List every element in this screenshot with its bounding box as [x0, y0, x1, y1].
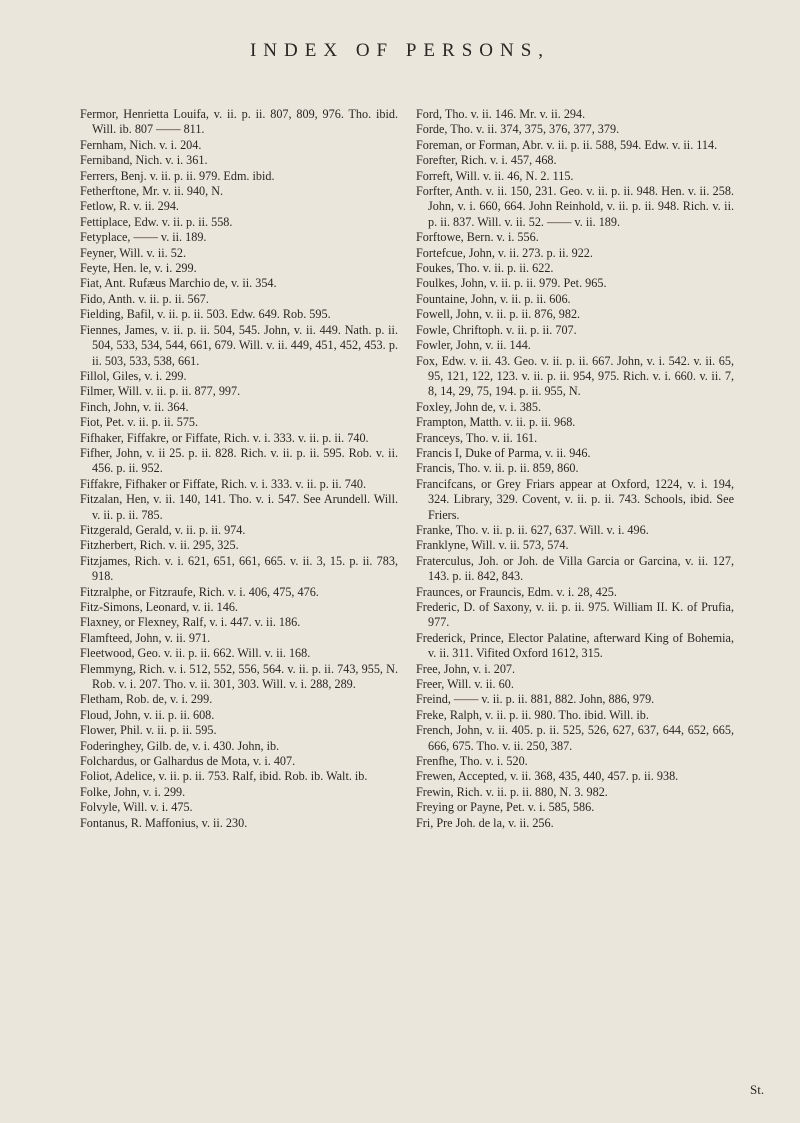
index-entry: Finch, John, v. ii. 364.	[80, 399, 189, 414]
index-entry: Fitzralphe, or Fitzraufe, Rich. v. i. 406, 475, 476.	[80, 584, 319, 599]
index-entry: Fiat, Ant. Rufæus Marchio de, v. ii. 354.	[80, 276, 277, 291]
index-entry: Folchardus, or Galhardus de Mota, v. i. 407.	[80, 754, 296, 769]
index-entry: Fleetwood, Geo. v. ii. p. ii. 662. Will. v. ii. 168.	[80, 646, 311, 661]
index-entry: Fifhaker, Fiffakre, or Fiffate, Rich. v. i. 333. v. ii. p. ii. 740.	[80, 430, 369, 445]
page-header: INDEX OF PERSONS,	[249, 40, 551, 61]
index-entry: Fielding, Bafil, v. ii. p. ii. 503. Edw. 649. Rob. 595.	[80, 307, 331, 322]
index-entry: Fowler, John, v. ii. 144.	[416, 338, 531, 353]
right-column	[416, 107, 734, 831]
index-entry: Flower, Phil. v. ii. p. ii. 595.	[80, 723, 217, 738]
index-entry: Forftowe, Bern. v. i. 556.	[416, 230, 539, 245]
index-entry: Fifher, John, v. ii 25. p. ii. 828. Rich. v. ii. p. ii. 595. Rob. v. ii. 456. p. ii. 952.	[80, 445, 398, 476]
index-entry: Foderinghey, Gilb. de, v. i. 430. John, ib.	[80, 738, 280, 753]
index-entry: Frewin, Rich. v. ii. p. ii. 880, N. 3. 982.	[416, 784, 608, 799]
index-entry: Fowle, Chriftoph. v. ii. p. ii. 707.	[416, 322, 577, 337]
index-entry: Fri, Pre Joh. de la, v. ii. 256.	[416, 815, 554, 830]
index-entry: Freer, Will. v. ii. 60.	[416, 677, 514, 692]
index-entry: Frederick, Prince, Elector Palatine, afterward King of Bohemia, v. ii. 311. Vifited Oxford 1612, 315.	[416, 630, 734, 661]
index-entry: Feyner, Will. v. ii. 52.	[80, 245, 186, 260]
index-entry: Flemmyng, Rich. v. i. 512, 552, 556, 564. v. ii. p. ii. 743, 955, N. Rob. v. i. 207. Tho. v. ii. 301, 303. Will. v. i. 288, 289.	[80, 661, 398, 692]
index-entry: Fetlow, R. v. ii. 294.	[80, 199, 179, 214]
index-entry: Free, John, v. i. 207.	[416, 661, 516, 676]
index-entry: Fernham, Nich. v. i. 204.	[80, 137, 202, 152]
index-entry: Francis, Tho. v. ii. p. ii. 859, 860.	[416, 461, 579, 476]
index-entry: Fermor, Henrietta Louifa, v. ii. p. ii. 807, 809, 976. Tho. ibid. Will. ib. 807 —— 811.	[80, 107, 398, 137]
index-entry: Fountaine, John, v. ii. p. ii. 606.	[416, 291, 571, 306]
index-entry: Fraunces, or Frauncis, Edm. v. i. 28, 425.	[416, 584, 617, 599]
index-entry: Forreft, Will. v. ii. 46, N. 2. 115.	[416, 168, 574, 183]
index-entry: Franklyne, Will. v. ii. 573, 574.	[416, 538, 569, 553]
index-entry: Filmer, Will. v. ii. p. ii. 877, 997.	[80, 384, 241, 399]
index-entry: Fitzjames, Rich. v. i. 621, 651, 661, 665. v. ii. 3, 15. p. ii. 783, 918.	[80, 553, 398, 584]
index-entry: Fetyplace, —— v. ii. 189.	[80, 230, 207, 245]
index-entry: Foukes, Tho. v. ii. p. ii. 622.	[416, 261, 554, 276]
index-entry: Francifcans, or Grey Friars appear at Oxford, 1224, v. i. 194, 324. Library, 329. Covent, v. ii. p. ii. 743. Schools, ibid. See Friers.	[416, 476, 734, 522]
index-entry: Fettiplace, Edw. v. ii. p. ii. 558.	[80, 214, 233, 229]
index-entry: Frederic, D. of Saxony, v. ii. p. ii. 975. William II. K. of Prufia, 977.	[416, 600, 734, 630]
index-entry: Fox, Edw. v. ii. 43. Geo. v. ii. p. ii. 667. John, v. i. 542. v. ii. 65, 95, 121, 122, 123. v. ii. p. ii. 954, 975. Rich. v. i. 660. v. ii. 7, 8, 14, 29, 75, 194. p. ii. 955, N.	[416, 353, 734, 399]
index-entry: Ferrers, Benj. v. ii. p. ii. 979. Edm. ibid.	[80, 168, 275, 183]
index-entry: Fortefcue, John, v. ii. 273. p. ii. 922.	[416, 245, 593, 260]
index-entry: Floud, John, v. ii. p. ii. 608.	[80, 707, 215, 722]
index-entry: Fowell, John, v. ii. p. ii. 876, 982.	[416, 307, 581, 322]
index-entry: Fitz-Simons, Leonard, v. ii. 146.	[80, 600, 238, 614]
index-entry: Flaxney, or Flexney, Ralf, v. i. 447. v. ii. 186.	[80, 615, 301, 630]
index-entry: Fiennes, James, v. ii. p. ii. 504, 545. John, v. ii. 449. Nath. p. ii. 504, 533, 534, 544, 661, 679. Will. v. ii. 449, 451, 452, 453. p. ii. 503, 533, 538, 661.	[80, 322, 398, 368]
index-entry: Flamfteed, John, v. ii. 971.	[80, 630, 211, 645]
index-entry: Fido, Anth. v. ii. p. ii. 567.	[80, 291, 209, 306]
index-entry: Ford, Tho. v. ii. 146. Mr. v. ii. 294.	[416, 107, 586, 121]
index-entry: Foulkes, John, v. ii. p. ii. 979. Pet. 965.	[416, 276, 607, 291]
index-entry: Fitzalan, Hen, v. ii. 140, 141. Tho. v. i. 547. See Arundell. Will. v. ii. p. ii. 785.	[80, 492, 398, 522]
index-entry: Fiffakre, Fifhaker or Fiffate, Rich. v. i. 333. v. ii. p. ii. 740.	[80, 476, 367, 491]
index-entry: Fraterculus, Joh. or Joh. de Villa Garcia or Garcina, v. ii. 127, 143. p. ii. 842, 843.	[416, 553, 734, 584]
index-entry: Fitzherbert, Rich. v. ii. 295, 325.	[80, 538, 239, 553]
index-entry: Forde, Tho. v. ii. 374, 375, 376, 377, 379.	[416, 122, 620, 137]
index-entry: Franceys, Tho. v. ii. 161.	[416, 430, 538, 445]
index-entry: Folvyle, Will. v. i. 475.	[80, 800, 193, 815]
index-entry: Freke, Ralph, v. ii. p. ii. 980. Tho. ibid. Will. ib.	[416, 707, 649, 722]
index-entry: Fletham, Rob. de, v. i. 299.	[80, 692, 213, 707]
index-entry: French, John, v. ii. 405. p. ii. 525, 526, 627, 637, 644, 652, 665, 666, 675. Tho. v. ii. 250, 387.	[416, 723, 734, 753]
index-columns	[0, 107, 800, 1107]
index-entry: Feyte, Hen. le, v. i. 299.	[80, 261, 197, 276]
index-entry: Fitzgerald, Gerald, v. ii. p. ii. 974.	[80, 522, 246, 537]
index-entry: Frampton, Matth. v. ii. p. ii. 968.	[416, 415, 576, 430]
index-entry: Frenfhe, Tho. v. i. 520.	[416, 754, 528, 769]
index-entry: Foxley, John de, v. i. 385.	[416, 399, 542, 414]
index-entry: Forfter, Anth. v. ii. 150, 231. Geo. v. ii. p. ii. 948. Hen. v. ii. 258. John, v. i. 660, 664. John Reinhold, v. ii. p. ii. 948. Rich. v. ii. p. ii. 837. Will. v. ii. 52. —— v. ii. 189.	[416, 184, 734, 229]
index-entry: Fetherftone, Mr. v. ii. 940, N.	[80, 184, 224, 199]
index-entry: Ferniband, Nich. v. i. 361.	[80, 153, 208, 168]
index-entry: Francis I, Duke of Parma, v. ii. 946.	[416, 445, 591, 460]
index-entry: Frewen, Accepted, v. ii. 368, 435, 440, 457. p. ii. 938.	[416, 769, 679, 784]
index-entry: Forefter, Rich. v. i. 457, 468.	[416, 153, 557, 168]
index-entry: Foliot, Adelice, v. ii. p. ii. 753. Ralf, ibid. Rob. ib. Walt. ib.	[80, 769, 368, 784]
left-column	[80, 107, 398, 831]
catchword: St.	[750, 1082, 765, 1097]
index-entry: Foreman, or Forman, Abr. v. ii. p. ii. 588, 594. Edw. v. ii. 114.	[416, 137, 718, 152]
index-entry: Freying or Payne, Pet. v. i. 585, 586.	[416, 800, 595, 815]
index-entry: Franke, Tho. v. ii. p. ii. 627, 637. Will. v. i. 496.	[416, 522, 649, 537]
index-entry: Fillol, Giles, v. i. 299.	[80, 368, 187, 383]
index-entry: Fiot, Pet. v. ii. p. ii. 575.	[80, 415, 199, 430]
index-entry: Freind, —— v. ii. p. ii. 881, 882. John, 886, 979.	[416, 692, 655, 707]
index-entry: Folke, John, v. i. 299.	[80, 784, 186, 799]
index-entry: Fontanus, R. Maffonius, v. ii. 230.	[80, 815, 248, 830]
